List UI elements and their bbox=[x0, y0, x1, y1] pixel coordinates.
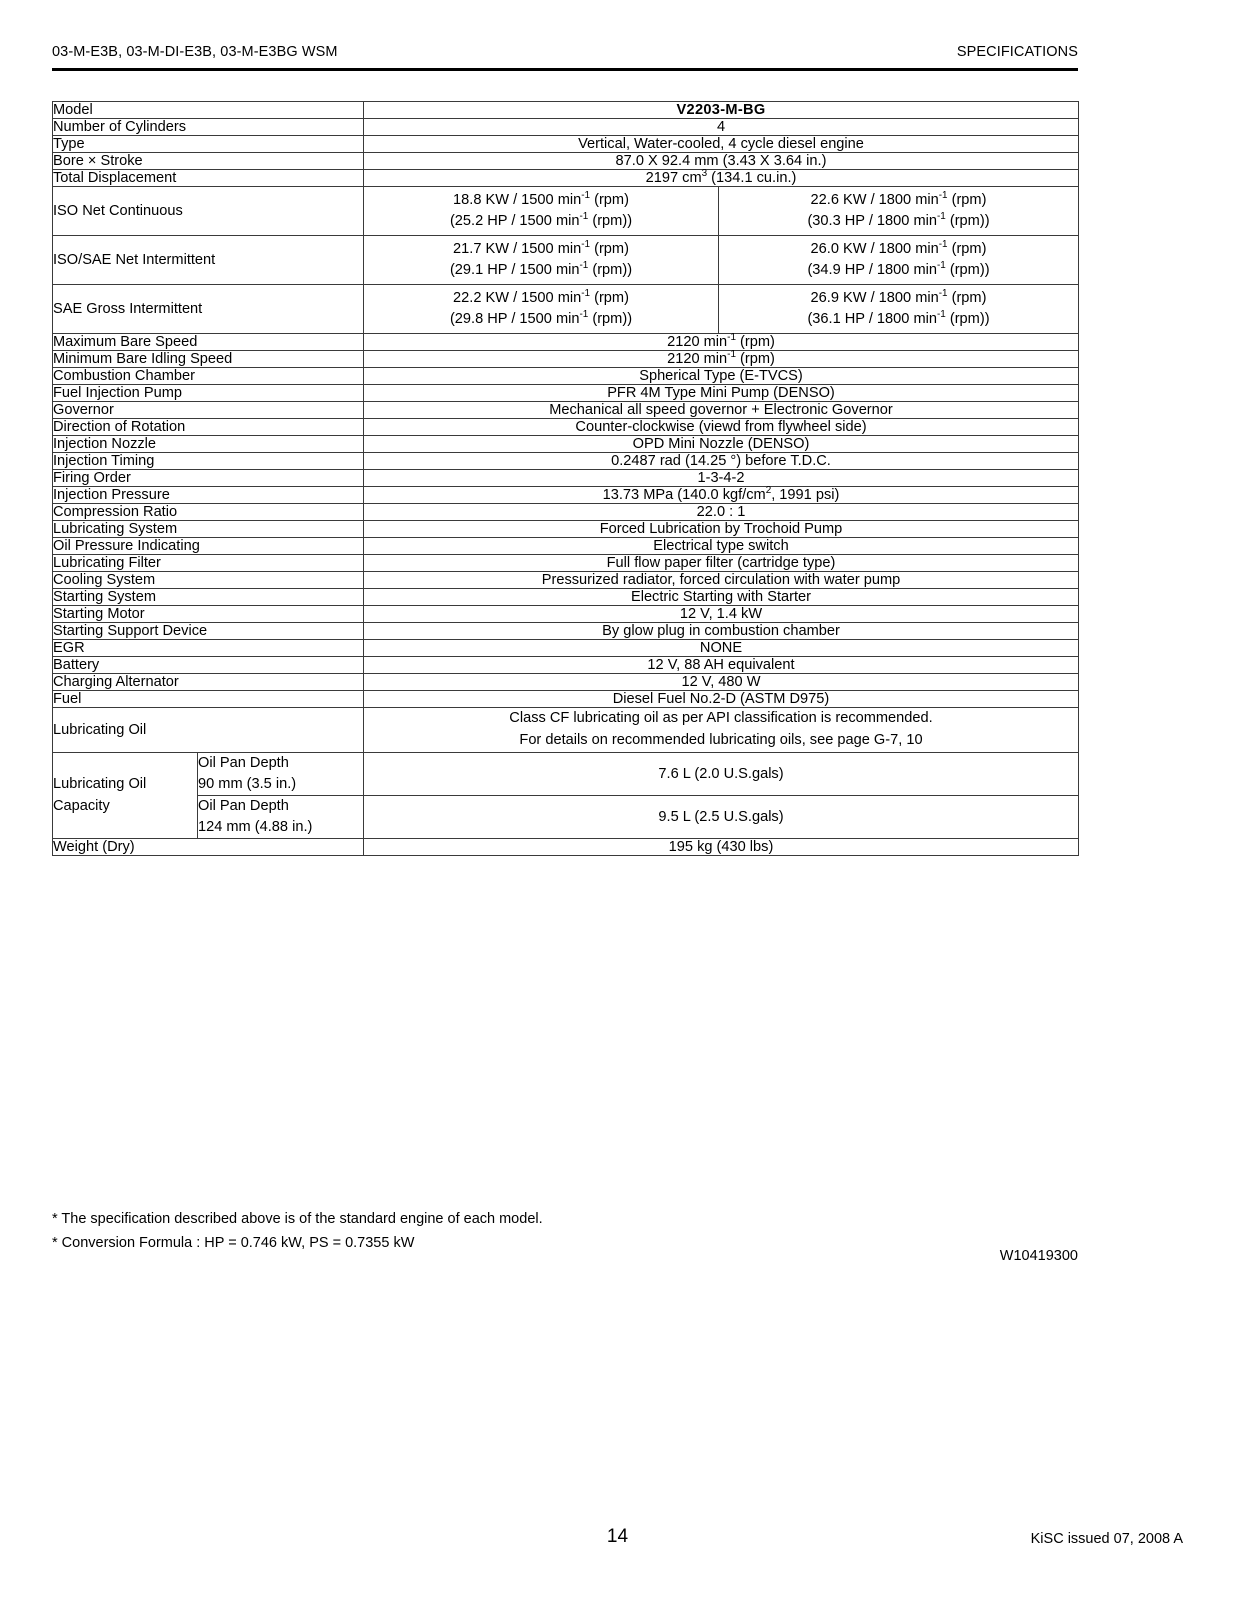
spec-value: Counter-clockwise (viewd from flywheel side) bbox=[364, 419, 1079, 436]
table-row bbox=[53, 538, 1079, 555]
spec-label: Number of Cylinders bbox=[53, 119, 364, 136]
spec-value-left: 22.2 KW / 1500 $\min^{-1} (rpm)$ (29.8 HP / 1500 $\min^{-1} (rpm)$) bbox=[364, 285, 719, 334]
spec-label: Minimum Bare Idling Speed bbox=[53, 351, 364, 368]
spec-value: Full flow paper filter (cartridge type) bbox=[364, 555, 1079, 572]
spec-label: Lubricating System bbox=[53, 521, 364, 538]
footnote-conversion-formula: * Conversion Formula : HP = 0.746 kW, PS = 0.7355 kW bbox=[52, 1234, 415, 1251]
table-row bbox=[53, 691, 1079, 708]
table-row bbox=[53, 674, 1079, 691]
table-row bbox=[53, 640, 1079, 657]
spec-label: Injection Timing bbox=[53, 453, 364, 470]
table-row bbox=[53, 555, 1079, 572]
spec-value: V2203-M-BG bbox=[364, 102, 1079, 119]
spec-value: Electric Starting with Starter bbox=[364, 589, 1079, 606]
spec-value: 1-3-4-2 bbox=[364, 470, 1079, 487]
table-row bbox=[53, 368, 1079, 385]
lube-oil-line-2: For details on recommended lubricating oils, see page G-7, 10 bbox=[519, 731, 923, 748]
table-row bbox=[53, 657, 1079, 674]
header-section-title: SPECIFICATIONS bbox=[956, 44, 1078, 60]
spec-label: Cooling System bbox=[53, 572, 364, 589]
spec-label: ISO Net Continuous bbox=[53, 187, 364, 236]
oil-pan-depth-label bbox=[198, 752, 364, 795]
spec-label: Total Displacement bbox=[53, 170, 364, 187]
spec-value: OPD Mini Nozzle (DENSO) bbox=[364, 436, 1079, 453]
lube-capacity-label bbox=[53, 752, 198, 839]
oil-pan-depth-line-2: 124 mm (4.88 in.) bbox=[198, 819, 313, 836]
table-row bbox=[53, 170, 1079, 187]
spec-label: Battery bbox=[53, 657, 364, 674]
spec-value: NONE bbox=[364, 640, 1079, 657]
table-row bbox=[53, 623, 1079, 640]
spec-label: Bore × Stroke bbox=[53, 153, 364, 170]
table-row bbox=[53, 136, 1079, 153]
spec-label: Fuel bbox=[53, 691, 364, 708]
running-header bbox=[52, 44, 1078, 60]
table-row bbox=[53, 419, 1079, 436]
spec-label: Starting Support Device bbox=[53, 623, 364, 640]
spec-value-right: 22.6 KW / 1800 $\min^{-1} (rpm)$ (30.3 HP / 1800 $\min^{-1} (rpm)$) bbox=[719, 187, 1079, 236]
spec-value: Pressurized radiator, forced circulation with water pump bbox=[364, 572, 1079, 589]
spec-label: Type bbox=[53, 136, 364, 153]
spec-value: 0.2487 rad (14.25 °) before T.D.C. bbox=[364, 453, 1079, 470]
table-row bbox=[53, 119, 1079, 136]
spec-label: Starting System bbox=[53, 589, 364, 606]
spec-value-left: 21.7 KW / 1500 $\min^{-1} (rpm)$ (29.1 HP / 1500 $\min^{-1} (rpm)$) bbox=[364, 236, 719, 285]
table-row bbox=[53, 453, 1079, 470]
header-model-list: 03-M-E3B, 03-M-DI-E3B, 03-M-E3BG WSM bbox=[52, 44, 338, 60]
oil-capacity-value: 7.6 L (2.0 U.S.gals) bbox=[364, 752, 1079, 795]
spec-value: 195 kg (430 lbs) bbox=[364, 839, 1079, 856]
oil-pan-depth-line-1: Oil Pan Depth bbox=[198, 798, 289, 815]
spec-value: 87.0 X 92.4 mm (3.43 X 3.64 in.) bbox=[364, 153, 1079, 170]
oil-pan-depth-line-2: 90 mm (3.5 in.) bbox=[198, 775, 297, 792]
table-row bbox=[53, 572, 1079, 589]
spec-label: Lubricating Oil bbox=[53, 708, 364, 753]
document-code: W10419300 bbox=[999, 1248, 1078, 1264]
header-rule bbox=[52, 68, 1078, 71]
spec-label: SAE Gross Intermittent bbox=[53, 285, 364, 334]
spec-label: Firing Order bbox=[53, 470, 364, 487]
spec-value: 22.0 : 1 bbox=[364, 504, 1079, 521]
spec-value: By glow plug in combustion chamber bbox=[364, 623, 1079, 640]
spec-value: 12 V, 480 W bbox=[364, 674, 1079, 691]
spec-label: Lubricating Filter bbox=[53, 555, 364, 572]
table-row bbox=[53, 504, 1079, 521]
spec-value: Electrical type switch bbox=[364, 538, 1079, 555]
spec-value: PFR 4M Type Mini Pump (DENSO) bbox=[364, 385, 1079, 402]
specification-table-body bbox=[53, 102, 1079, 856]
spec-label: Combustion Chamber bbox=[53, 368, 364, 385]
spec-label: Injection Pressure bbox=[53, 487, 364, 504]
oil-pan-depth-label bbox=[198, 796, 364, 839]
table-row bbox=[53, 351, 1079, 368]
table-row bbox=[53, 752, 1079, 795]
spec-label: Governor bbox=[53, 402, 364, 419]
spec-value: 13.73 MPa (140.0 kgf/$cm^2$, 1991 psi) bbox=[364, 487, 1079, 504]
spec-value: Forced Lubrication by Trochoid Pump bbox=[364, 521, 1079, 538]
table-row bbox=[53, 334, 1079, 351]
spec-value: 2120 $\min^{-1} (rpm)$ bbox=[364, 334, 1079, 351]
table-row bbox=[53, 470, 1079, 487]
spec-value: Mechanical all speed governor + Electronic Governor bbox=[364, 402, 1079, 419]
spec-label: Compression Ratio bbox=[53, 504, 364, 521]
footnotes bbox=[52, 1208, 543, 1256]
spec-value: 12 V, 1.4 kW bbox=[364, 606, 1079, 623]
table-row bbox=[53, 385, 1079, 402]
table-row bbox=[53, 153, 1079, 170]
table-row bbox=[53, 606, 1079, 623]
footer-issue-info: KiSC issued 07, 2008 A bbox=[1030, 1531, 1183, 1547]
oil-capacity-value: 9.5 L (2.5 U.S.gals) bbox=[364, 796, 1079, 839]
spec-value: 12 V, 88 AH equivalent bbox=[364, 657, 1079, 674]
table-row bbox=[53, 521, 1079, 538]
spec-label: Maximum Bare Speed bbox=[53, 334, 364, 351]
table-row bbox=[53, 402, 1079, 419]
page-number: 14 bbox=[606, 1526, 629, 1547]
spec-value: Vertical, Water-cooled, 4 cycle diesel engine bbox=[364, 136, 1079, 153]
table-row bbox=[53, 285, 1079, 334]
spec-label: Injection Nozzle bbox=[53, 436, 364, 453]
footnote-standard-engine: * The specification described above is of the standard engine of each model. bbox=[52, 1211, 543, 1227]
table-row bbox=[53, 796, 1079, 839]
table-row bbox=[53, 436, 1079, 453]
table-row bbox=[53, 102, 1079, 119]
lube-capacity-label-line-2: Capacity bbox=[53, 797, 110, 814]
engine-specification-table bbox=[52, 101, 1079, 856]
table-row bbox=[53, 839, 1079, 856]
spec-label: Direction of Rotation bbox=[53, 419, 364, 436]
lube-oil-line-1: Class CF lubricating oil as per API classification is recommended. bbox=[509, 710, 933, 726]
lube-capacity-label-line-1: Lubricating Oil bbox=[53, 775, 147, 792]
spec-label: Fuel Injection Pump bbox=[53, 385, 364, 402]
spec-value: Spherical Type (E-TVCS) bbox=[364, 368, 1079, 385]
oil-pan-depth-line-1: Oil Pan Depth bbox=[198, 754, 289, 771]
table-row bbox=[53, 487, 1079, 504]
spec-label: Model bbox=[53, 102, 364, 119]
table-row bbox=[53, 589, 1079, 606]
table-row bbox=[53, 708, 1079, 753]
spec-value-right: 26.9 KW / 1800 $\min^{-1} (rpm)$ (36.1 HP / 1800 $\min^{-1} (rpm)$) bbox=[719, 285, 1079, 334]
spec-label: EGR bbox=[53, 640, 364, 657]
table-row bbox=[53, 236, 1079, 285]
spec-value: Diesel Fuel No.2-D (ASTM D975) bbox=[364, 691, 1079, 708]
spec-value bbox=[364, 708, 1079, 753]
spec-value: 2197 $cm^3$ (134.1 cu.in.) bbox=[364, 170, 1079, 187]
spec-label: Oil Pressure Indicating bbox=[53, 538, 364, 555]
spec-value-right: 26.0 KW / 1800 $\min^{-1} (rpm)$ (34.9 HP / 1800 $\min^{-1} (rpm)$) bbox=[719, 236, 1079, 285]
table-row bbox=[53, 187, 1079, 236]
spec-value: 2120 $\min^{-1} (rpm)$ bbox=[364, 351, 1079, 368]
spec-label: Starting Motor bbox=[53, 606, 364, 623]
spec-label: Charging Alternator bbox=[53, 674, 364, 691]
spec-label: ISO/SAE Net Intermittent bbox=[53, 236, 364, 285]
spec-value-left: 18.8 KW / 1500 $\min^{-1} (rpm)$ (25.2 HP / 1500 $\min^{-1} (rpm)$) bbox=[364, 187, 719, 236]
spec-label: Weight (Dry) bbox=[53, 839, 364, 856]
spec-value: 4 bbox=[364, 119, 1079, 136]
